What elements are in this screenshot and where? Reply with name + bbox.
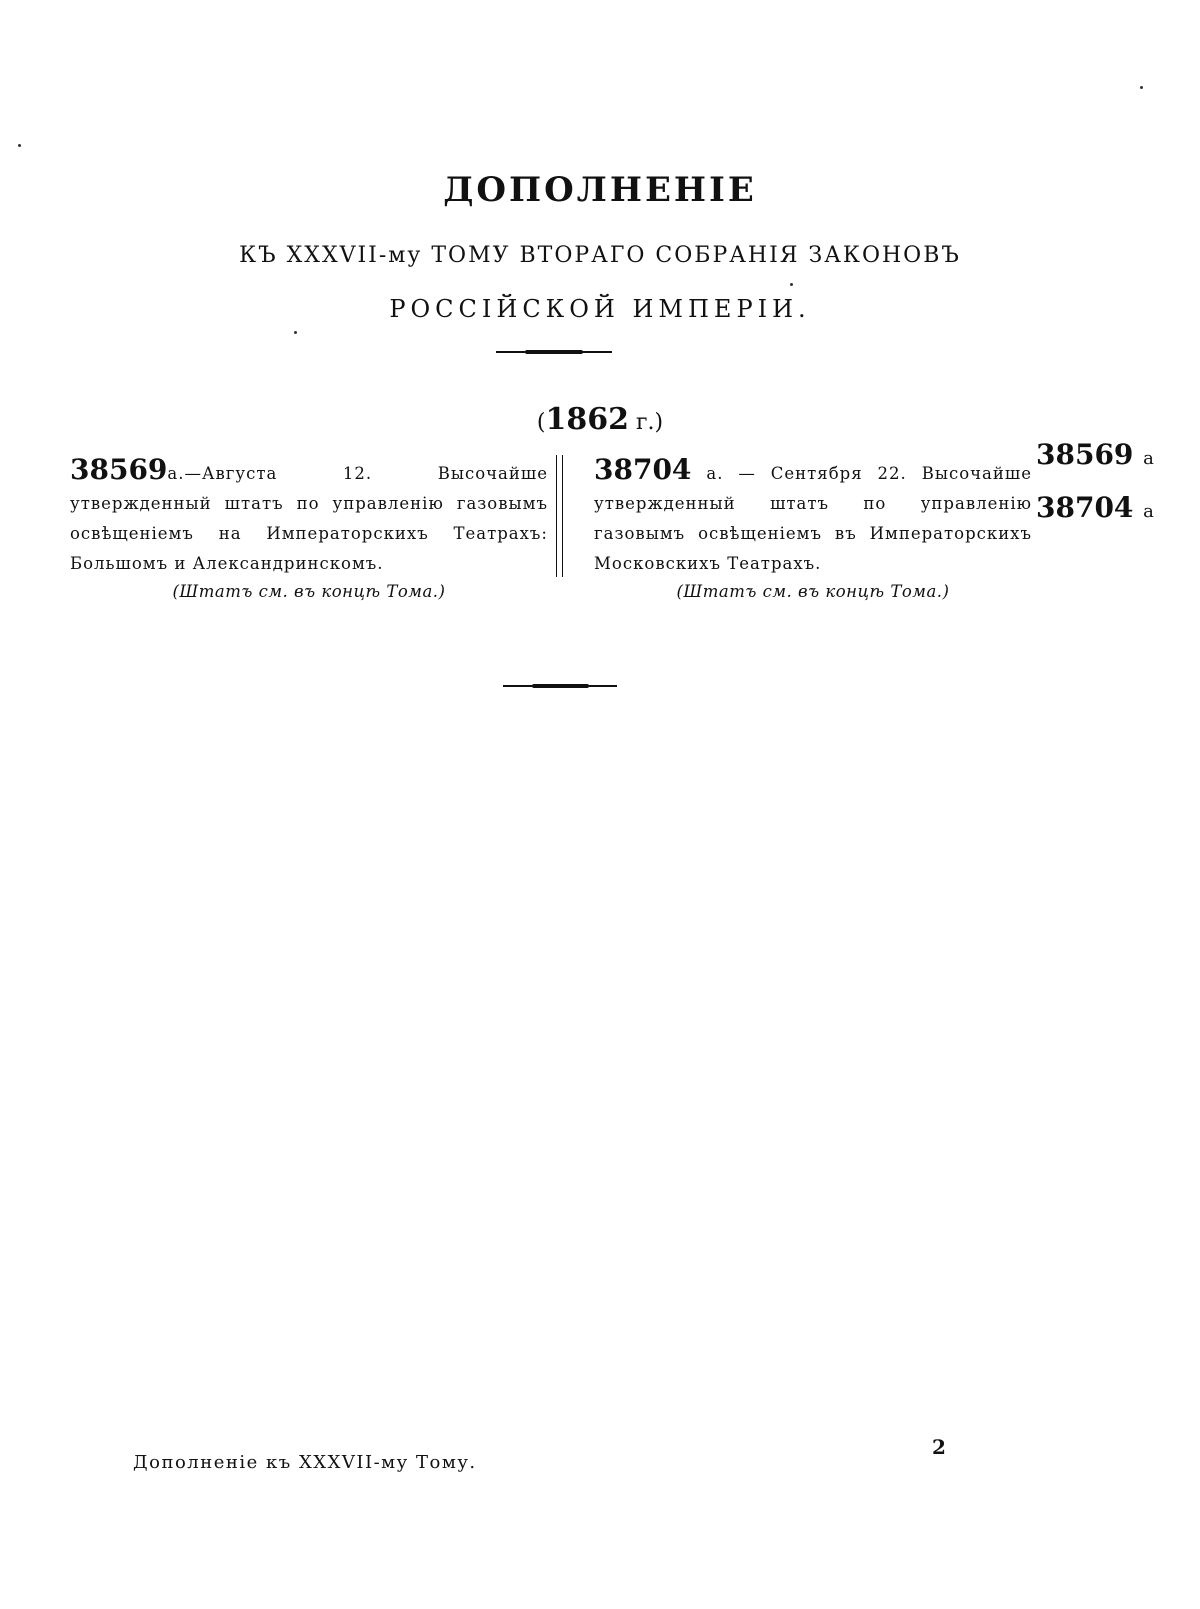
print-speck (294, 331, 297, 334)
page-subtitle-2: РОССІЙСКОЙ ИМПЕРІИ. (389, 295, 811, 323)
left-entry-number: 38569 (70, 453, 168, 486)
column-divider (556, 455, 563, 577)
top-ornament-rule (496, 351, 612, 353)
margin-ref-1 (1036, 438, 1154, 471)
year-open: ( (536, 410, 546, 435)
page-subtitle: КЪ XXXVII-му ТОМУ ВТОРАГО СОБРАНІЯ ЗАКОНОВЪ (239, 243, 961, 268)
margin-ref-2-number: 38704 (1036, 491, 1134, 524)
right-entry-text: а. — Сентября 22. Высочайше утвержденный штатъ по управленію газовымъ освѣщеніемъ въ Императорскихъ Московскихъ Театрахъ. (594, 464, 1032, 573)
year-suffix: г.) (628, 410, 664, 435)
page-number: 2 (932, 1435, 946, 1459)
right-entry-number: 38704 (594, 453, 692, 486)
margin-ref-2-suffix: а (1143, 501, 1154, 522)
bottom-ornament-rule (503, 685, 617, 687)
print-speck (1140, 86, 1143, 89)
year-number: 1862 (545, 402, 629, 437)
print-speck (18, 144, 21, 147)
margin-ref-1-suffix: а (1143, 448, 1154, 469)
footer-title: Дополненіе къ XXXVII-му Тому. (133, 1452, 477, 1473)
print-speck (790, 283, 793, 286)
right-entry-note: (Штатъ см. въ концѣ Тома.) (676, 582, 950, 601)
margin-ref-1-number: 38569 (1036, 438, 1134, 471)
margin-ref-2 (1036, 491, 1154, 524)
left-entry-text: а.—Августа 12. Высочайше утвержденный штатъ по управленію газовымъ освѣщеніемъ на Императорскихъ Театрахъ: Большомъ и Александринскомъ. (70, 464, 548, 573)
page-title: ДОПОЛНЕНІЕ (443, 170, 757, 210)
year-heading (0, 402, 1200, 437)
left-entry (70, 455, 548, 607)
right-entry (594, 455, 1032, 607)
left-entry-note: (Штатъ см. въ концѣ Тома.) (172, 582, 446, 601)
